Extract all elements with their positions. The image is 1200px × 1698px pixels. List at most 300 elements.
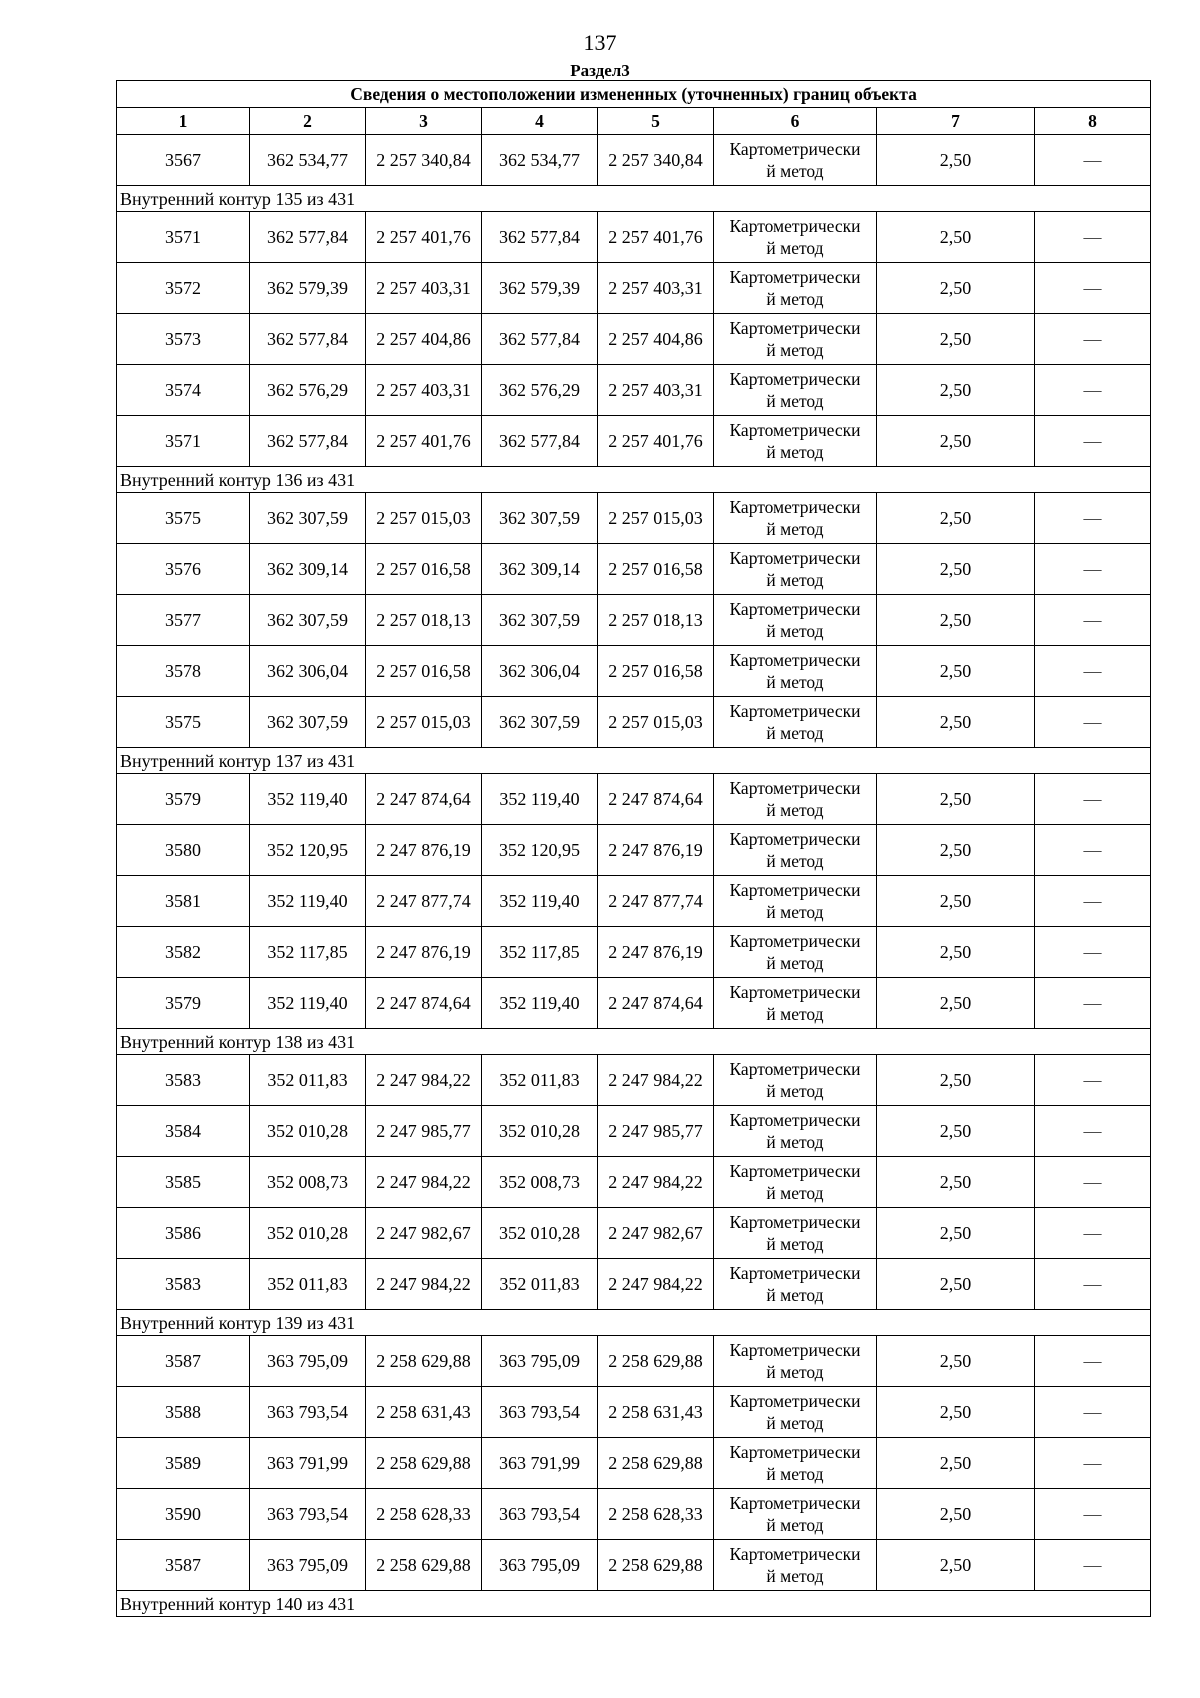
accuracy-cell: 2,50 — [877, 135, 1035, 186]
x-new-cell: 363 795,09 — [482, 1336, 598, 1387]
method-text-line-2: й метод — [766, 1566, 824, 1586]
y-existing-cell: 2 247 982,67 — [366, 1208, 482, 1259]
x-new-cell: 362 577,84 — [482, 314, 598, 365]
y-existing-cell: 2 257 018,13 — [366, 595, 482, 646]
method-text-line-2: й метод — [766, 1464, 824, 1484]
table-row — [117, 1055, 1151, 1106]
point-number-cell: 3578 — [117, 646, 250, 697]
y-new-cell: 2 257 015,03 — [598, 697, 714, 748]
method-text-line-2: й метод — [766, 1183, 824, 1203]
description-cell: — — [1035, 774, 1151, 825]
accuracy-cell: 2,50 — [877, 1208, 1035, 1259]
y-existing-cell: 2 257 404,86 — [366, 314, 482, 365]
table-caption: Сведения о местоположении измененных (уточненных) границ объекта — [117, 81, 1151, 108]
y-existing-cell: 2 257 015,03 — [366, 493, 482, 544]
method-cell — [714, 646, 877, 697]
point-number-cell: 3567 — [117, 135, 250, 186]
method-text-line-1: Картометрически — [729, 701, 861, 721]
y-new-cell: 2 258 628,33 — [598, 1489, 714, 1540]
table-caption-row — [117, 81, 1151, 108]
x-new-cell: 352 008,73 — [482, 1157, 598, 1208]
column-number-row — [117, 108, 1151, 135]
y-new-cell: 2 247 874,64 — [598, 978, 714, 1029]
method-text-line-2: й метод — [766, 442, 824, 462]
method-text-line-1: Картометрически — [729, 829, 861, 849]
x-new-cell: 362 307,59 — [482, 595, 598, 646]
method-cell — [714, 1387, 877, 1438]
accuracy-cell: 2,50 — [877, 1438, 1035, 1489]
column-number: 1 — [117, 108, 250, 135]
x-new-cell: 362 577,84 — [482, 212, 598, 263]
method-text-line-1: Картометрически — [729, 139, 861, 159]
x-new-cell: 363 793,54 — [482, 1387, 598, 1438]
y-new-cell: 2 247 876,19 — [598, 927, 714, 978]
method-cell — [714, 1336, 877, 1387]
x-existing-cell: 362 577,84 — [250, 416, 366, 467]
description-cell: — — [1035, 876, 1151, 927]
contour-header-row — [117, 1029, 1151, 1055]
y-new-cell: 2 257 016,58 — [598, 646, 714, 697]
table-row — [117, 646, 1151, 697]
contour-label: Внутренний контур 136 из 431 — [117, 467, 1151, 493]
y-existing-cell: 2 258 629,88 — [366, 1438, 482, 1489]
accuracy-cell: 2,50 — [877, 1259, 1035, 1310]
point-number-cell: 3586 — [117, 1208, 250, 1259]
x-existing-cell: 363 791,99 — [250, 1438, 366, 1489]
accuracy-cell: 2,50 — [877, 263, 1035, 314]
point-number-cell: 3582 — [117, 927, 250, 978]
contour-label: Внутренний контур 139 из 431 — [117, 1310, 1151, 1336]
table-row — [117, 1157, 1151, 1208]
method-text-line-1: Картометрически — [729, 1442, 861, 1462]
y-existing-cell: 2 257 401,76 — [366, 416, 482, 467]
x-new-cell: 362 576,29 — [482, 365, 598, 416]
description-cell: — — [1035, 825, 1151, 876]
point-number-cell: 3583 — [117, 1259, 250, 1310]
y-new-cell: 2 257 016,58 — [598, 544, 714, 595]
table-row — [117, 416, 1151, 467]
description-cell: — — [1035, 646, 1151, 697]
y-existing-cell: 2 247 874,64 — [366, 978, 482, 1029]
method-cell — [714, 1106, 877, 1157]
x-existing-cell: 352 119,40 — [250, 876, 366, 927]
x-existing-cell: 362 307,59 — [250, 493, 366, 544]
method-text-line-1: Картометрически — [729, 880, 861, 900]
point-number-cell: 3590 — [117, 1489, 250, 1540]
table-row — [117, 493, 1151, 544]
x-existing-cell: 362 579,39 — [250, 263, 366, 314]
method-cell — [714, 544, 877, 595]
point-number-cell: 3587 — [117, 1540, 250, 1591]
x-existing-cell: 362 577,84 — [250, 212, 366, 263]
y-existing-cell: 2 247 984,22 — [366, 1157, 482, 1208]
point-number-cell: 3572 — [117, 263, 250, 314]
table-row — [117, 774, 1151, 825]
x-existing-cell: 352 010,28 — [250, 1208, 366, 1259]
method-cell — [714, 774, 877, 825]
y-new-cell: 2 247 874,64 — [598, 774, 714, 825]
point-number-cell: 3588 — [117, 1387, 250, 1438]
point-number-cell: 3583 — [117, 1055, 250, 1106]
x-existing-cell: 352 008,73 — [250, 1157, 366, 1208]
x-existing-cell: 362 576,29 — [250, 365, 366, 416]
method-cell — [714, 1438, 877, 1489]
method-cell — [714, 416, 877, 467]
y-new-cell: 2 258 631,43 — [598, 1387, 714, 1438]
table-row — [117, 1489, 1151, 1540]
x-existing-cell: 363 795,09 — [250, 1540, 366, 1591]
accuracy-cell: 2,50 — [877, 595, 1035, 646]
method-cell — [714, 876, 877, 927]
column-number: 6 — [714, 108, 877, 135]
accuracy-cell: 2,50 — [877, 212, 1035, 263]
method-text-line-2: й метод — [766, 1413, 824, 1433]
description-cell: — — [1035, 135, 1151, 186]
column-number: 7 — [877, 108, 1035, 135]
description-cell: — — [1035, 1387, 1151, 1438]
x-existing-cell: 352 117,85 — [250, 927, 366, 978]
y-existing-cell: 2 258 628,33 — [366, 1489, 482, 1540]
y-existing-cell: 2 247 984,22 — [366, 1259, 482, 1310]
x-existing-cell: 352 119,40 — [250, 978, 366, 1029]
x-new-cell: 352 119,40 — [482, 774, 598, 825]
x-existing-cell: 352 010,28 — [250, 1106, 366, 1157]
y-existing-cell: 2 257 016,58 — [366, 544, 482, 595]
method-cell — [714, 314, 877, 365]
description-cell: — — [1035, 544, 1151, 595]
x-existing-cell: 363 793,54 — [250, 1387, 366, 1438]
point-number-cell: 3581 — [117, 876, 250, 927]
method-text-line-1: Картометрически — [729, 599, 861, 619]
y-existing-cell: 2 258 629,88 — [366, 1540, 482, 1591]
method-cell — [714, 365, 877, 416]
description-cell: — — [1035, 1489, 1151, 1540]
description-cell: — — [1035, 365, 1151, 416]
method-text-line-1: Картометрически — [729, 1059, 861, 1079]
method-text-line-2: й метод — [766, 1004, 824, 1024]
x-new-cell: 352 117,85 — [482, 927, 598, 978]
method-text-line-2: й метод — [766, 289, 824, 309]
x-new-cell: 362 306,04 — [482, 646, 598, 697]
y-existing-cell: 2 247 877,74 — [366, 876, 482, 927]
method-text-line-1: Картометрически — [729, 497, 861, 517]
table-row — [117, 1540, 1151, 1591]
accuracy-cell: 2,50 — [877, 825, 1035, 876]
method-text-line-1: Картометрически — [729, 1391, 861, 1411]
method-text-line-2: й метод — [766, 1081, 824, 1101]
point-number-cell: 3579 — [117, 774, 250, 825]
method-text-line-2: й метод — [766, 238, 824, 258]
description-cell: — — [1035, 416, 1151, 467]
method-cell — [714, 1540, 877, 1591]
method-text-line-1: Картометрически — [729, 1340, 861, 1360]
method-text-line-1: Картометрически — [729, 1544, 861, 1564]
method-text-line-2: й метод — [766, 161, 824, 181]
x-existing-cell: 362 577,84 — [250, 314, 366, 365]
x-existing-cell: 362 309,14 — [250, 544, 366, 595]
description-cell: — — [1035, 927, 1151, 978]
y-existing-cell: 2 258 631,43 — [366, 1387, 482, 1438]
column-number: 4 — [482, 108, 598, 135]
x-new-cell: 363 791,99 — [482, 1438, 598, 1489]
point-number-cell: 3580 — [117, 825, 250, 876]
accuracy-cell: 2,50 — [877, 1106, 1035, 1157]
method-cell — [714, 1157, 877, 1208]
x-new-cell: 352 010,28 — [482, 1106, 598, 1157]
accuracy-cell: 2,50 — [877, 978, 1035, 1029]
description-cell: — — [1035, 314, 1151, 365]
accuracy-cell: 2,50 — [877, 1387, 1035, 1438]
y-existing-cell: 2 247 876,19 — [366, 927, 482, 978]
section-title: Раздел3 — [570, 61, 630, 80]
y-new-cell: 2 247 984,22 — [598, 1055, 714, 1106]
x-new-cell: 363 795,09 — [482, 1540, 598, 1591]
column-number: 5 — [598, 108, 714, 135]
method-cell — [714, 493, 877, 544]
x-existing-cell: 352 011,83 — [250, 1259, 366, 1310]
x-new-cell: 362 309,14 — [482, 544, 598, 595]
y-existing-cell: 2 257 340,84 — [366, 135, 482, 186]
method-text-line-2: й метод — [766, 672, 824, 692]
y-new-cell: 2 257 018,13 — [598, 595, 714, 646]
method-text-line-2: й метод — [766, 1132, 824, 1152]
method-text-line-1: Картометрически — [729, 982, 861, 1002]
method-text-line-1: Картометрически — [729, 1263, 861, 1283]
x-new-cell: 362 579,39 — [482, 263, 598, 314]
contour-header-row — [117, 1310, 1151, 1336]
description-cell: — — [1035, 1438, 1151, 1489]
y-new-cell: 2 258 629,88 — [598, 1438, 714, 1489]
description-cell: — — [1035, 1106, 1151, 1157]
y-existing-cell: 2 247 985,77 — [366, 1106, 482, 1157]
y-existing-cell: 2 257 403,31 — [366, 365, 482, 416]
method-text-line-1: Картометрически — [729, 650, 861, 670]
table-row — [117, 1259, 1151, 1310]
point-number-cell: 3575 — [117, 493, 250, 544]
accuracy-cell: 2,50 — [877, 493, 1035, 544]
y-new-cell: 2 247 984,22 — [598, 1157, 714, 1208]
description-cell: — — [1035, 1157, 1151, 1208]
description-cell: — — [1035, 697, 1151, 748]
method-text-line-2: й метод — [766, 1285, 824, 1305]
contour-header-row — [117, 186, 1151, 212]
method-text-line-1: Картометрически — [729, 318, 861, 338]
x-existing-cell: 363 795,09 — [250, 1336, 366, 1387]
table-row — [117, 544, 1151, 595]
description-cell: — — [1035, 978, 1151, 1029]
y-existing-cell: 2 247 984,22 — [366, 1055, 482, 1106]
x-new-cell: 352 011,83 — [482, 1259, 598, 1310]
y-existing-cell: 2 257 403,31 — [366, 263, 482, 314]
y-new-cell: 2 258 629,88 — [598, 1540, 714, 1591]
page-number: 137 — [583, 30, 617, 55]
x-new-cell: 352 011,83 — [482, 1055, 598, 1106]
contour-header-row — [117, 748, 1151, 774]
y-new-cell: 2 257 401,76 — [598, 416, 714, 467]
method-text-line-2: й метод — [766, 340, 824, 360]
boundary-coordinates-table — [116, 80, 1151, 1617]
point-number-cell: 3574 — [117, 365, 250, 416]
accuracy-cell: 2,50 — [877, 1157, 1035, 1208]
y-existing-cell: 2 247 874,64 — [366, 774, 482, 825]
table-row — [117, 1387, 1151, 1438]
description-cell: — — [1035, 212, 1151, 263]
method-cell — [714, 595, 877, 646]
method-text-line-2: й метод — [766, 723, 824, 743]
table-row — [117, 1106, 1151, 1157]
method-cell — [714, 978, 877, 1029]
x-new-cell: 352 010,28 — [482, 1208, 598, 1259]
method-text-line-1: Картометрически — [729, 548, 861, 568]
y-existing-cell: 2 247 876,19 — [366, 825, 482, 876]
description-cell: — — [1035, 1208, 1151, 1259]
table-row — [117, 825, 1151, 876]
table-row — [117, 697, 1151, 748]
point-number-cell: 3587 — [117, 1336, 250, 1387]
y-existing-cell: 2 257 015,03 — [366, 697, 482, 748]
method-cell — [714, 212, 877, 263]
description-cell: — — [1035, 595, 1151, 646]
method-text-line-1: Картометрически — [729, 931, 861, 951]
description-cell: — — [1035, 1259, 1151, 1310]
point-number-cell: 3573 — [117, 314, 250, 365]
y-new-cell: 2 257 403,31 — [598, 365, 714, 416]
y-new-cell: 2 247 984,22 — [598, 1259, 714, 1310]
method-text-line-2: й метод — [766, 1362, 824, 1382]
accuracy-cell: 2,50 — [877, 1540, 1035, 1591]
accuracy-cell: 2,50 — [877, 1055, 1035, 1106]
method-text-line-2: й метод — [766, 1515, 824, 1535]
table-row — [117, 927, 1151, 978]
contour-header-row — [117, 467, 1151, 493]
contour-label: Внутренний контур 135 из 431 — [117, 186, 1151, 212]
column-number: 8 — [1035, 108, 1151, 135]
y-new-cell: 2 257 403,31 — [598, 263, 714, 314]
y-new-cell: 2 257 401,76 — [598, 212, 714, 263]
point-number-cell: 3585 — [117, 1157, 250, 1208]
x-existing-cell: 362 307,59 — [250, 697, 366, 748]
method-text-line-2: й метод — [766, 851, 824, 871]
accuracy-cell: 2,50 — [877, 1489, 1035, 1540]
table-row — [117, 135, 1151, 186]
x-new-cell: 362 307,59 — [482, 493, 598, 544]
table-row — [117, 365, 1151, 416]
description-cell: — — [1035, 493, 1151, 544]
x-existing-cell: 352 120,95 — [250, 825, 366, 876]
accuracy-cell: 2,50 — [877, 416, 1035, 467]
accuracy-cell: 2,50 — [877, 697, 1035, 748]
x-existing-cell: 352 011,83 — [250, 1055, 366, 1106]
accuracy-cell: 2,50 — [877, 646, 1035, 697]
method-text-line-1: Картометрически — [729, 369, 861, 389]
method-text-line-2: й метод — [766, 519, 824, 539]
accuracy-cell: 2,50 — [877, 365, 1035, 416]
method-cell — [714, 1259, 877, 1310]
method-cell — [714, 697, 877, 748]
x-new-cell: 352 119,40 — [482, 876, 598, 927]
table-row — [117, 263, 1151, 314]
method-cell — [714, 825, 877, 876]
point-number-cell: 3571 — [117, 212, 250, 263]
x-new-cell: 362 577,84 — [482, 416, 598, 467]
point-number-cell: 3571 — [117, 416, 250, 467]
table-row — [117, 1208, 1151, 1259]
table-row — [117, 978, 1151, 1029]
contour-label: Внутренний контур 138 из 431 — [117, 1029, 1151, 1055]
description-cell: — — [1035, 263, 1151, 314]
x-existing-cell: 363 793,54 — [250, 1489, 366, 1540]
x-existing-cell: 352 119,40 — [250, 774, 366, 825]
method-text-line-2: й метод — [766, 902, 824, 922]
contour-label: Внутренний контур 137 из 431 — [117, 748, 1151, 774]
method-text-line-2: й метод — [766, 570, 824, 590]
method-text-line-2: й метод — [766, 391, 824, 411]
point-number-cell: 3579 — [117, 978, 250, 1029]
description-cell: — — [1035, 1055, 1151, 1106]
x-new-cell: 362 307,59 — [482, 697, 598, 748]
method-text-line-1: Картометрически — [729, 778, 861, 798]
contour-label: Внутренний контур 140 из 431 — [117, 1591, 1151, 1617]
y-new-cell: 2 247 985,77 — [598, 1106, 714, 1157]
table-row — [117, 876, 1151, 927]
accuracy-cell: 2,50 — [877, 544, 1035, 595]
y-existing-cell: 2 258 629,88 — [366, 1336, 482, 1387]
method-text-line-2: й метод — [766, 800, 824, 820]
method-cell — [714, 263, 877, 314]
method-cell — [714, 927, 877, 978]
accuracy-cell: 2,50 — [877, 314, 1035, 365]
column-number: 2 — [250, 108, 366, 135]
y-new-cell: 2 257 015,03 — [598, 493, 714, 544]
method-cell — [714, 1055, 877, 1106]
table-row — [117, 1438, 1151, 1489]
method-text-line-1: Картометрически — [729, 1110, 861, 1130]
y-new-cell: 2 247 877,74 — [598, 876, 714, 927]
x-existing-cell: 362 307,59 — [250, 595, 366, 646]
description-cell: — — [1035, 1540, 1151, 1591]
accuracy-cell: 2,50 — [877, 774, 1035, 825]
x-new-cell: 363 793,54 — [482, 1489, 598, 1540]
x-existing-cell: 362 306,04 — [250, 646, 366, 697]
accuracy-cell: 2,50 — [877, 927, 1035, 978]
point-number-cell: 3589 — [117, 1438, 250, 1489]
y-new-cell: 2 247 876,19 — [598, 825, 714, 876]
y-existing-cell: 2 257 401,76 — [366, 212, 482, 263]
y-new-cell: 2 257 340,84 — [598, 135, 714, 186]
point-number-cell: 3577 — [117, 595, 250, 646]
method-text-line-2: й метод — [766, 621, 824, 641]
point-number-cell: 3576 — [117, 544, 250, 595]
method-text-line-2: й метод — [766, 1234, 824, 1254]
table-row — [117, 1336, 1151, 1387]
accuracy-cell: 2,50 — [877, 876, 1035, 927]
method-text-line-1: Картометрически — [729, 1493, 861, 1513]
method-text-line-1: Картометрически — [729, 1212, 861, 1232]
x-existing-cell: 362 534,77 — [250, 135, 366, 186]
method-cell — [714, 1208, 877, 1259]
description-cell: — — [1035, 1336, 1151, 1387]
table-row — [117, 212, 1151, 263]
method-cell — [714, 135, 877, 186]
point-number-cell: 3584 — [117, 1106, 250, 1157]
x-new-cell: 362 534,77 — [482, 135, 598, 186]
point-number-cell: 3575 — [117, 697, 250, 748]
y-new-cell: 2 247 982,67 — [598, 1208, 714, 1259]
accuracy-cell: 2,50 — [877, 1336, 1035, 1387]
contour-header-row — [117, 1591, 1151, 1617]
table-row — [117, 314, 1151, 365]
method-text-line-1: Картометрически — [729, 1161, 861, 1181]
